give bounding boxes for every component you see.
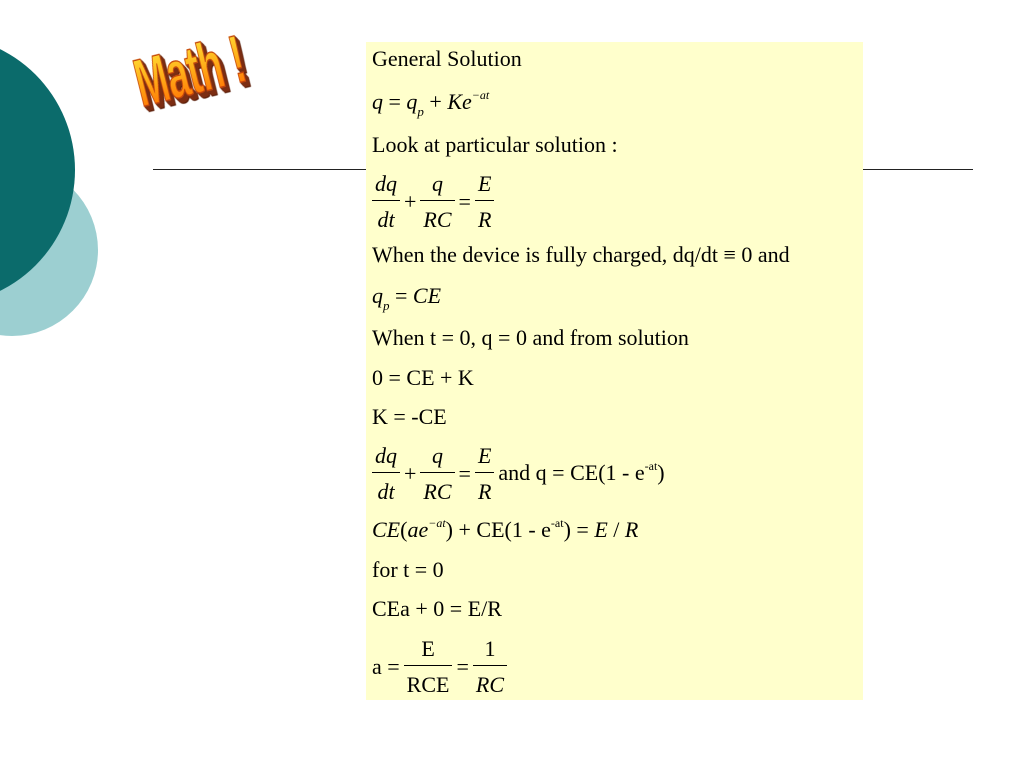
line-initial-condition: When t = 0, q = 0 and from solution — [372, 325, 689, 350]
equation-panel — [366, 42, 863, 700]
line-differential-equation-1: $\frac{dq}{dt}$ + $\frac{q}{RC}$ = $\frac{E}{R}$ — [372, 170, 494, 234]
title-rule-left — [153, 169, 366, 170]
line-a-result: a = $\frac{E}{\text{RCE}}$ = $\frac{1}{RC}$ — [372, 635, 507, 699]
title-rule-right — [863, 169, 973, 170]
fraction-dq-dt: $\frac{dq}{dt}$ — [372, 442, 400, 506]
fraction-dq-dt: $\frac{dq}{dt}$ — [372, 170, 400, 234]
line-for-t-zero: for t = 0 — [372, 557, 444, 582]
fraction-q-rc: $\frac{q}{RC}$ — [420, 442, 454, 506]
line-general-solution: General Solution — [372, 46, 522, 71]
fraction-e-r: $\frac{E}{R}$ — [475, 170, 494, 234]
wordart-title: Math ! — [127, 21, 253, 122]
line-substitution: $CE(ae^{-at}) + CE(1 - e^{-at}) = E / R$ — [372, 516, 639, 542]
line-qp-ce: $q_p$ = CE — [372, 283, 442, 313]
line-fully-charged: When the device is fully charged, dq/dt ≡ 0 and — [372, 242, 790, 267]
line-k-ce: K = -CE — [372, 404, 447, 429]
line-cea-e-r: CEa + 0 = E/R — [372, 596, 502, 621]
line-zero-ce-k: 0 = CE + K — [372, 365, 474, 390]
fraction-e-r: $\frac{E}{R}$ — [475, 442, 494, 506]
fraction-1-rc: $\frac{1}{RC}$ — [473, 635, 507, 699]
line-differential-equation-2: $\frac{dq}{dt}$ + $\frac{q}{RC}$ = $\frac{E}{R}$ and $q = CE(1 - e^{-at})$ — [372, 442, 669, 506]
line-q-equation: $q = q_p + Ke^{-at}$ — [372, 88, 490, 119]
line-particular-solution: Look at particular solution : — [372, 132, 618, 157]
fraction-q-rc: $\frac{q}{RC}$ — [420, 170, 454, 234]
fraction-e-rce: $\frac{E}{\text{RCE}}$ — [404, 635, 453, 699]
